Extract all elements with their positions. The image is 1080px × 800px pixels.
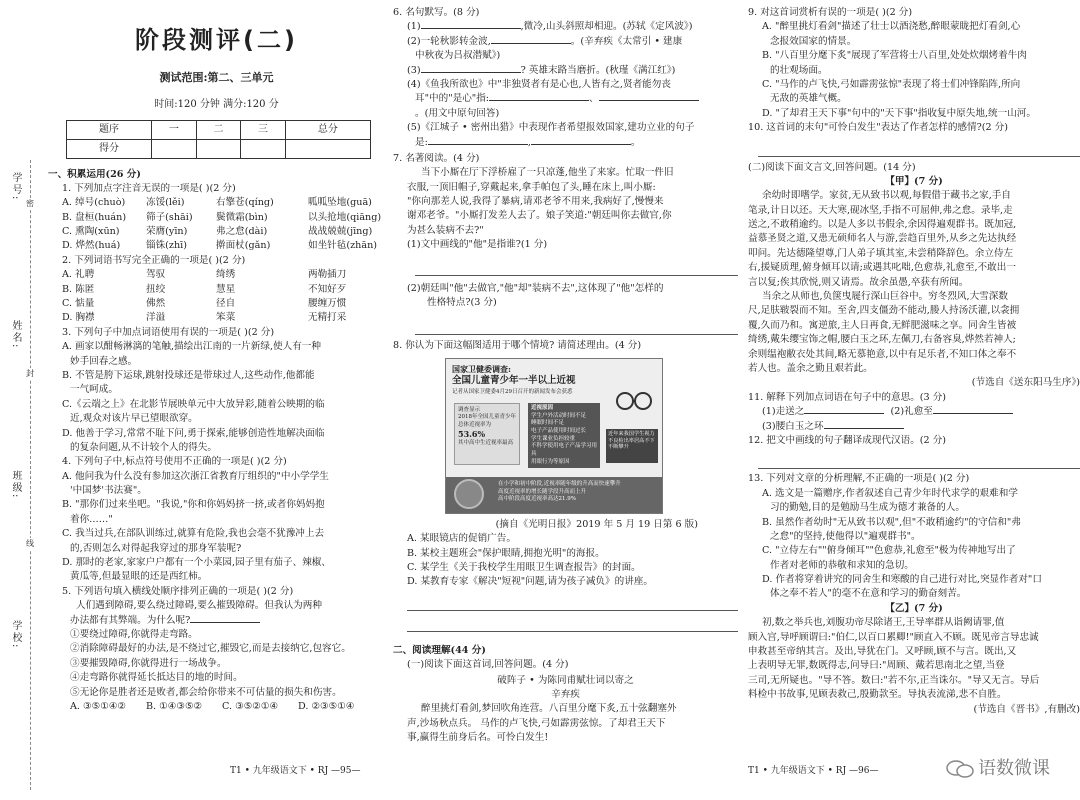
answer-blank[interactable] [531, 144, 631, 145]
subsection-2-heading: (二)阅读下面文言文,回答问题。(14 分) [748, 161, 916, 173]
option-text: 佛然 [146, 298, 166, 310]
poster-stat-percent: 53.6% [458, 429, 486, 440]
question-stem: 13. 下列对文章的分析理解,不正确的一项是( )(2 分) [748, 473, 970, 485]
option-text: 着你……" [70, 513, 113, 525]
poster-stat-box [454, 403, 520, 465]
score-cell: 题序 [67, 120, 152, 139]
poster-cause-item: 电子产品使用时间过长 [531, 427, 587, 434]
fill-line [393, 64, 738, 78]
passage-line: 右,援疑质理,俯身倾耳以请;或遇其叱咄,色愈恭,礼愈至,不敢出一 [748, 262, 1016, 274]
option-text: 不知好歹 [308, 283, 347, 295]
option-text: 荣膺(yīn) [146, 226, 188, 238]
fill-line [393, 35, 738, 49]
option-row [48, 211, 385, 225]
option-text: 的,否则怎么对得起我穿过的那身军装呢? [70, 542, 242, 554]
score-table [66, 120, 371, 159]
passage-line: 送之,不敢稍逾约。以是人多以书假余,余因得遍观群书。既加冠, [748, 219, 1017, 231]
poster-trend-note: 近年来我国学生视力不良检出率居高不下不断攀升 [606, 429, 658, 463]
passage-line: 言以复;俟其欣悦,则又请焉。故余虽愚,卒获有所闻。 [748, 276, 969, 288]
line-text: ? 英雄末路当磨折。(秋瑾《满江红》) [520, 64, 676, 76]
question-stem: 8. 你认为下面这幅图适用于哪个情境? 请简述理由。(4 分) [393, 340, 642, 352]
score-input-cell[interactable] [285, 139, 370, 158]
option-row [48, 700, 385, 714]
text-jia-passage [748, 189, 1080, 376]
wechat-icon [946, 759, 974, 779]
question-6 [393, 6, 738, 150]
school-label: 学校: [10, 620, 21, 650]
option-row [48, 196, 385, 210]
fill-line [393, 92, 738, 106]
passage-text: 谢邓老爷。"小厮打发差人去了。娘子笑道:"朝廷叫你去做官,你 [407, 210, 672, 222]
section-1-heading: 一、积累运用(26 分) [48, 168, 141, 180]
question-13 [748, 472, 1080, 602]
question-stem: 9. 对这首词赏析有误的一项是( )(2 分) [748, 7, 913, 18]
passage-line: 余幼时即嗜学。家贫,无从致书以观,每假借于藏书之家,手自 [762, 190, 1011, 202]
poster-band-text: 高度近视率的增长随学段升高而上升 [498, 488, 587, 495]
option-text: B. 陈匿 [62, 283, 95, 295]
option-text: A. 某眼镜店的促销广告。 [407, 533, 516, 545]
answer-line[interactable] [415, 263, 738, 276]
score-cell: 二 [196, 120, 241, 139]
poster-title-line2: 全国儿童青少年一半以上近视 [452, 374, 576, 386]
option-text: D. 作者将穿着讲究的同舍生和寒酸的自己进行对比,突显作者对"口 [762, 574, 1042, 586]
line-text: (4)《鱼我所欲也》中"非独贤者有是心也,人皆有之,贤者能勿丧 [407, 78, 671, 90]
poster-band-text: 在小学和初中阶段,近视率随年级的升高而快速攀升 [498, 480, 621, 487]
poster-subtitle: 记者从国家卫健委4月29日召开的新闻发布会获悉 [452, 388, 573, 395]
question-2 [48, 254, 385, 326]
question-8 [393, 339, 738, 631]
passage-text: 办法都有其弊端。为什么呢? [70, 614, 191, 626]
answer-blank[interactable] [824, 428, 904, 429]
line-text: ,微冷,山头斜照却相迎。(苏轼《定风波》) [520, 21, 693, 33]
answer-line[interactable] [407, 598, 738, 611]
option-text: A. 绰号(chuò) [62, 197, 126, 209]
poster-cause-item: 不科学使用电子产品学习用具 [531, 443, 598, 457]
answer-blank[interactable] [190, 622, 260, 623]
option-text: 腰缠万惯 [308, 298, 347, 310]
answer-blank[interactable] [491, 43, 571, 44]
poster-stat-text: 2018年全国儿童青少年 [458, 414, 516, 421]
option-text: A. "醉里挑灯看剑"描述了壮士以酒浇愁,醉眼蒙眬把灯看剑,心 [762, 21, 1021, 33]
passage-line: 料检中书故事,见顾表救己,殷勤款至。导执表流涕,悲不自胜。 [748, 689, 1007, 701]
test-time: 时间:120 分钟 满分:120 分 [154, 98, 279, 110]
option-text: 作者对老师的恭敬和求知的急切。 [770, 559, 914, 571]
passage-line: 覆,久而乃和。寓逆旅,主人日再食,无鲜肥滋味之享。同舍生皆被 [748, 319, 1017, 331]
option-text: 驾驭 [146, 269, 166, 281]
poem-line: 醉里挑灯看剑,梦回吹角连营。八百里分麾下炙,五十弦翻塞外 [421, 703, 677, 715]
binding-strip [0, 160, 48, 790]
passage-line: 尺,足肤皲裂而不知。至舍,四支僵劲不能动,媵人持汤沃灌,以衾拥 [748, 305, 1020, 317]
option-text: 两勒插刀 [308, 269, 347, 281]
poster-stat-text: 其中高中生近视率最高 [458, 439, 514, 446]
option-text: 近,观众对该片早已望眼欲穿。 [70, 413, 198, 425]
question-1 [48, 182, 385, 254]
line-text: 、 [589, 93, 599, 105]
glasses-icon [614, 381, 654, 421]
text-yi-heading: 【乙】(7 分) [885, 602, 943, 614]
option-text: 笨菜 [216, 312, 236, 324]
option-text: 绮绣 [216, 269, 236, 281]
passage-line: 申救甚至帝纳其言。及出,导犹在门。又呼顾,顾不与言。既出,又 [748, 646, 1017, 658]
answer-line[interactable] [758, 456, 1080, 469]
sentence-item: ⑤无论你是胜者还是败者,都会给你带来不可估量的损失和伤害。 [70, 686, 342, 698]
option-text: 的复杂问题,从不计较个人的得失。 [70, 441, 217, 453]
subsection-1-heading: (一)阅读下面这首词,回答问题。(4 分) [407, 659, 569, 671]
option-text: B. "八百里分麾下炙"展现了军营将士八百里,处处炊烟烤着牛肉 [762, 50, 1027, 62]
sub-question: (2)朝廷叫"他"去做官,"他"却"装病不去",这体现了"他"怎样的 [407, 282, 664, 294]
poster-cause-title: 近视原因 [531, 404, 554, 411]
option-text: C. 熏陶(xūn) [62, 226, 120, 238]
passage-line: 余则缊袍敝衣处其间,略无慕艳意,以中有足乐者,不知口体之奉不 [748, 348, 1017, 360]
fill-line [748, 420, 1080, 434]
line-text: (2)礼愈至 [890, 406, 933, 418]
option-text: A. 画家以酣畅淋漓的笔触,描绘出江南的一片新绿,使人有一种 [62, 341, 321, 353]
question-stem: 1. 下列加点字注音无误的一项是( )(2 分) [62, 182, 236, 194]
option-text: 战战兢兢(jīng) [308, 226, 373, 238]
line-text: , [527, 136, 531, 148]
passage-text: "你向那差人说,我得了暴病,请邓老爷不用来,我病好了,慢慢来 [407, 196, 664, 208]
line-text: (3)腰白玉之环 [762, 420, 824, 432]
poster-stat-text: 调查显示 [458, 406, 481, 413]
passage-line: 顾入宫,导呼顾谓曰:"伯仁,以百口累卿!"顾直入不顾。既见帝言导忠诚 [748, 631, 1039, 643]
binding-dashed-line [30, 160, 31, 790]
option-text: A. 礼聘 [62, 269, 95, 281]
option-text: 无精打采 [308, 312, 347, 324]
option-text: 锱铢(zhī) [146, 240, 187, 252]
page-footer-95: T1 • 九年级语文下 • RJ —95— [230, 765, 361, 776]
option-text: D. 他善于学习,常常不耻下问,勇于探索,能够创造性地解决面临 [62, 427, 325, 439]
answer-line[interactable] [758, 144, 1080, 157]
option-text: A. ③⑤①④② [70, 700, 127, 712]
watermark-text: 语数微课 [978, 758, 1050, 779]
poster-stat-text: 总体近视率为 [458, 421, 492, 428]
option-text: D. 某教育专家《解决"短视"问题,请为孩子减负》的讲座。 [407, 576, 653, 588]
seal-mark-mi: 密 [26, 199, 34, 208]
passage-line: 初,数之举兵也,刘腹功帝尽除诸王,王导率群从诣阙请罪,值 [762, 617, 1005, 629]
option-row [48, 283, 385, 297]
score-input-cell[interactable] [152, 139, 197, 158]
sub-question: (1)文中画线的"他"是指谁?(1 分) [407, 239, 548, 251]
poster-cause-item: 用眼行为等原因 [531, 458, 570, 465]
middle-column [393, 0, 738, 800]
poster-cause-item: 睡眠时间不足 [531, 420, 565, 427]
option-text: 擀面杖(gǎn) [216, 240, 271, 252]
passage-line: 三司,无所疑也。"导不答。数曰:"若不尔,正当诛尔。"导又无言。导后 [748, 674, 1040, 686]
option-text: D. 胸襟 [62, 312, 95, 324]
question-stem: 3. 下列句子中加点词语使用有误的一项是( )(2 分) [62, 326, 275, 338]
passage-text: 人们遇到障碍,要么绕过障碍,要么摧毁障碍。但我认为两种 [76, 600, 322, 612]
option-text: 念报效国家的情景。 [770, 35, 857, 47]
student-number-label: 学号: [10, 172, 21, 202]
question-4 [48, 455, 385, 585]
score-input-cell[interactable] [241, 139, 286, 158]
option-text: B. "那你们过来坐吧。"我说,"你和你妈妈挤一挤,或者你妈妈抱 [62, 499, 325, 511]
passage-text [48, 614, 385, 628]
image-caption: (摘自《光明日报》2019 年 5 月 19 日第 6 版) [495, 518, 698, 530]
question-12: 12. 把文中画线的句子翻译成现代汉语。(2 分) [748, 434, 947, 446]
answer-blank[interactable] [421, 72, 521, 73]
answer-blank[interactable] [421, 28, 521, 29]
option-text: C. 某学生《关于我校学生用眼卫生调查报告》的封面。 [407, 561, 641, 573]
line-text: 。(用文中原句回答) [415, 107, 500, 119]
answer-blank[interactable] [599, 100, 699, 101]
line-text: 。(辛弃疾《太常引 • 建康 [570, 35, 683, 47]
sentence-item: ④走弯路你就得延长抵达目的地的时间。 [70, 672, 243, 684]
passage-line: 绮绣,戴朱缨宝饰之帽,腰白玉之环,左佩刀,右备容臭,烨然若神人; [748, 334, 1016, 346]
sentence-item: ③要摧毁障碍,你就得进行一场战争。 [70, 657, 227, 669]
option-text: 体之奉不若人"的毫不在意和学习的勤奋刻苦。 [770, 588, 967, 600]
poem-title: 破阵子 • 为陈同甫赋壮词以寄之 [497, 674, 634, 686]
option-text: 如坐针毡(zhān) [308, 240, 377, 252]
fill-line [393, 136, 738, 150]
question-3 [48, 326, 385, 456]
option-text: 无敌的英雄气概。 [770, 93, 847, 105]
poem-line: 声,沙场秋点兵。 马作的卢飞快,弓如霹雳弦惊。了却君王天下 [407, 717, 666, 729]
passage-line: 当余之从师也,负箧曳屣行深山巨谷中。穷冬烈风,大雪深数 [762, 291, 1008, 303]
seal-mark-xian: 线 [26, 539, 34, 548]
text-yi-passage [748, 616, 1080, 702]
passage-line: 笔录,计日以还。天大寒,砚冰坚,手指不可屈伸,弗之怠。录毕,走 [748, 204, 1013, 216]
poster-band-text: 高中阶段高度近视率高达21.9% [498, 496, 576, 503]
passage-text: 为甚么装病不去?" [407, 224, 484, 236]
left-column [0, 0, 385, 800]
score-cell: 总分 [285, 120, 370, 139]
option-text: B. 某校主题班会"保护眼睛,拥抱光明"的海报。 [407, 547, 605, 559]
option-text: 黄瓜等,但最显眼的还是西红柿。 [70, 571, 208, 583]
option-text: 筛子(shāi) [146, 211, 193, 223]
option-text: 习的勤勉,目的是勉励马生成为德才兼备的人。 [770, 502, 965, 514]
score-table-row [67, 139, 371, 158]
line-text: 。 [630, 136, 641, 148]
sub-question: 性格特点?(3 分) [427, 297, 497, 309]
page-footer-96: T1 • 九年级语文下 • RJ —96— [748, 765, 879, 776]
option-text: B. 虽然作者幼时"无从致书以观",但"不敢稍逾约"的守信和"弗 [762, 516, 1021, 528]
passage-line: 叩问。先达德隆望尊,门人弟子填其室,未尝稍降辞色。余立侍左 [748, 247, 1014, 259]
option-text: 鬓微霜(bìn) [216, 211, 268, 223]
option-text: B. ①④③⑤② [146, 700, 203, 712]
option-text: 径自 [216, 298, 236, 310]
question-11: 11. 解释下列加点词语在句子中的意思。(3 分) [748, 391, 947, 403]
option-text: 呱呱坠地(guā) [308, 197, 372, 209]
line-text: 耳"中的"是心"指: [415, 93, 490, 105]
watermark [946, 755, 1050, 782]
option-text: 之怠"的坚持,使他得以"遍观群书"。 [770, 530, 921, 542]
answer-blank[interactable] [428, 144, 528, 145]
option-text: 一气呵成。 [70, 384, 118, 396]
option-text: 以头抢地(qiāng) [308, 211, 382, 223]
option-row [48, 268, 385, 282]
poster-cause-item: 学生户外活动时间不足 [531, 412, 587, 419]
option-text: C. 我当过兵,在部队训练过,就算有危险,我也会毫不犹豫冲上去 [62, 528, 325, 540]
score-cell: 一 [152, 120, 197, 139]
question-5 [48, 585, 385, 715]
fill-line [393, 20, 738, 34]
score-cell: 得分 [67, 139, 152, 158]
poster-eye-graphic [454, 479, 484, 509]
question-stem: 5. 下列语句填入横线处顺序排列正确的一项是( )(2 分) [62, 585, 294, 597]
line-number: (3) [407, 64, 421, 76]
right-column [748, 0, 1080, 800]
line-text: (2)一轮秋影转金波, [407, 35, 491, 47]
myopia-poster-image [445, 358, 663, 514]
option-text: 的壮观场面。 [770, 64, 828, 76]
option-row [48, 311, 385, 325]
passage-line: 益慕圣贤之道,又患无硕师名人与游,尝趋百里外,从乡之先达执经 [748, 233, 1017, 245]
question-stem: 2. 下列词语书写完全正确的一项是( )(2 分) [62, 254, 246, 266]
poster-cause-item: 学生课业负担较重 [531, 435, 576, 442]
line-text: (1)走送之 [762, 406, 805, 418]
option-text: B. 盘桓(huán) [62, 211, 127, 223]
option-text: D. 那时的老家,家家户户都有一个小菜园,园子里有茄子、辣椒、 [62, 557, 331, 569]
score-input-cell[interactable] [196, 139, 241, 158]
question-7 [393, 152, 738, 336]
class-label: 班级: [10, 470, 21, 500]
question-stem: 6. 名句默写。(8 分) [393, 7, 480, 18]
seal-mark-feng: 封 [26, 369, 34, 378]
section-2-heading: 二、阅读理解(44 分) [393, 644, 486, 656]
option-text: C. "马作的卢飞快,弓如霹雳弦惊"表现了将士们冲锋陷阵,所向 [762, 78, 1021, 90]
option-text: 妙手回春之感。 [70, 355, 138, 367]
text-jia-heading: 【甲】(7 分) [885, 175, 943, 187]
page-title: 阶段测评(二) [135, 26, 298, 54]
poem-line: 事,赢得生前身后名。可怜白发生! [407, 732, 549, 744]
option-row [48, 225, 385, 239]
passage-text: 当下小厮在厅下浮桥雇了一只凉蓬,他坐了来家。忙取一件旧 [421, 167, 674, 179]
option-text: D. 烨然(huá) [62, 240, 121, 252]
left-body [48, 0, 385, 714]
score-cell: 三 [241, 120, 286, 139]
option-text: D. "了却君王天下事"句中的"天下事"指收复中原失地,统一山河。 [762, 107, 1036, 119]
option-text: 慧星 [216, 283, 236, 295]
answer-line[interactable] [415, 322, 738, 335]
option-text: 右擎苍(qíng) [216, 197, 274, 209]
passage-text: 衣服,一顶旧帽子,穿戴起来,拿手帕包了头,睡在床上,叫小厮: [407, 181, 656, 193]
option-text: 扭绞 [146, 283, 166, 295]
answer-blank[interactable] [933, 413, 1013, 414]
poster-title-line1: 国家卫健委调查: [452, 363, 511, 374]
fill-line [748, 405, 1080, 419]
option-text: D. ②③⑤①④ [298, 700, 355, 712]
score-table-header-row [67, 120, 371, 139]
option-text: C. ③⑤②①④ [222, 700, 279, 712]
question-stem: 7. 名著阅读。(4 分) [393, 152, 480, 164]
source-note: (节选自《晋书》,有删改) [973, 703, 1080, 715]
option-row [48, 297, 385, 311]
option-text: '中国梦'书法赛"。 [70, 485, 147, 497]
question-9 [748, 6, 1080, 121]
option-text: A. 他问我为什么没有参加这次浙江省教育厅组织的"中小学学生 [62, 470, 329, 482]
option-text: 弗之怠(dài) [216, 226, 268, 238]
option-text: C. 惦量 [62, 298, 95, 310]
option-text: C. "立侍左右""俯身倾耳""色愈恭,礼愈至"极为传神地写出了 [762, 545, 1016, 557]
answer-blank[interactable] [804, 413, 884, 414]
passage-line: 若人也。盖余之勤且艰若此。 [748, 362, 873, 374]
option-row [48, 239, 385, 253]
line-text: 是: [415, 136, 428, 148]
option-text: A. 选文是一篇赠序,作者叙述自己青少年时代求学的艰难和学 [762, 487, 1018, 499]
answer-line[interactable] [407, 619, 738, 632]
line-number: (1) [407, 21, 421, 33]
student-name-label: 姓名: [10, 320, 21, 350]
poem-author: 辛弃疾 [551, 688, 580, 700]
passage-line: 上表明导无罪,数既得志,问导曰:"周顾、戴若思南北之望,当登 [748, 660, 1005, 672]
option-text: B. 不管是胯下运球,跳射投球还是带球过人,这些动作,他都能 [62, 369, 315, 381]
option-text: 冻馁(lěi) [146, 197, 185, 209]
option-text: C.《云端之上》在北影节展映单元中大放异彩,随着公映期的临 [62, 398, 325, 410]
question-stem: 4. 下列句子中,标点符号使用不正确的一项是( )(2 分) [62, 456, 287, 468]
line-text: (5)《江城子 • 密州出猎》中表现作者希望报效国家,建功立业的句子 [407, 122, 695, 134]
sentence-item: ②消除障碍最好的办法,是不绕过它,摧毁它,而是去接纳它,包容它。 [70, 643, 351, 655]
source-note: (节选自《送东阳马生序》) [971, 377, 1080, 389]
test-scope: 测试范围:第二、三单元 [159, 71, 274, 84]
answer-blank[interactable] [489, 100, 589, 101]
sentence-item: ①要绕过障碍,你就得走弯路。 [70, 629, 198, 640]
line-text: 中秋夜为吕叔潜赋》) [415, 50, 501, 62]
poster-cause-list [528, 403, 600, 469]
question-10: 10. 这首词的末句"可怜白发生"表达了作者怎样的感情?(2 分) [748, 122, 1008, 134]
option-text: 洋溢 [146, 312, 166, 324]
